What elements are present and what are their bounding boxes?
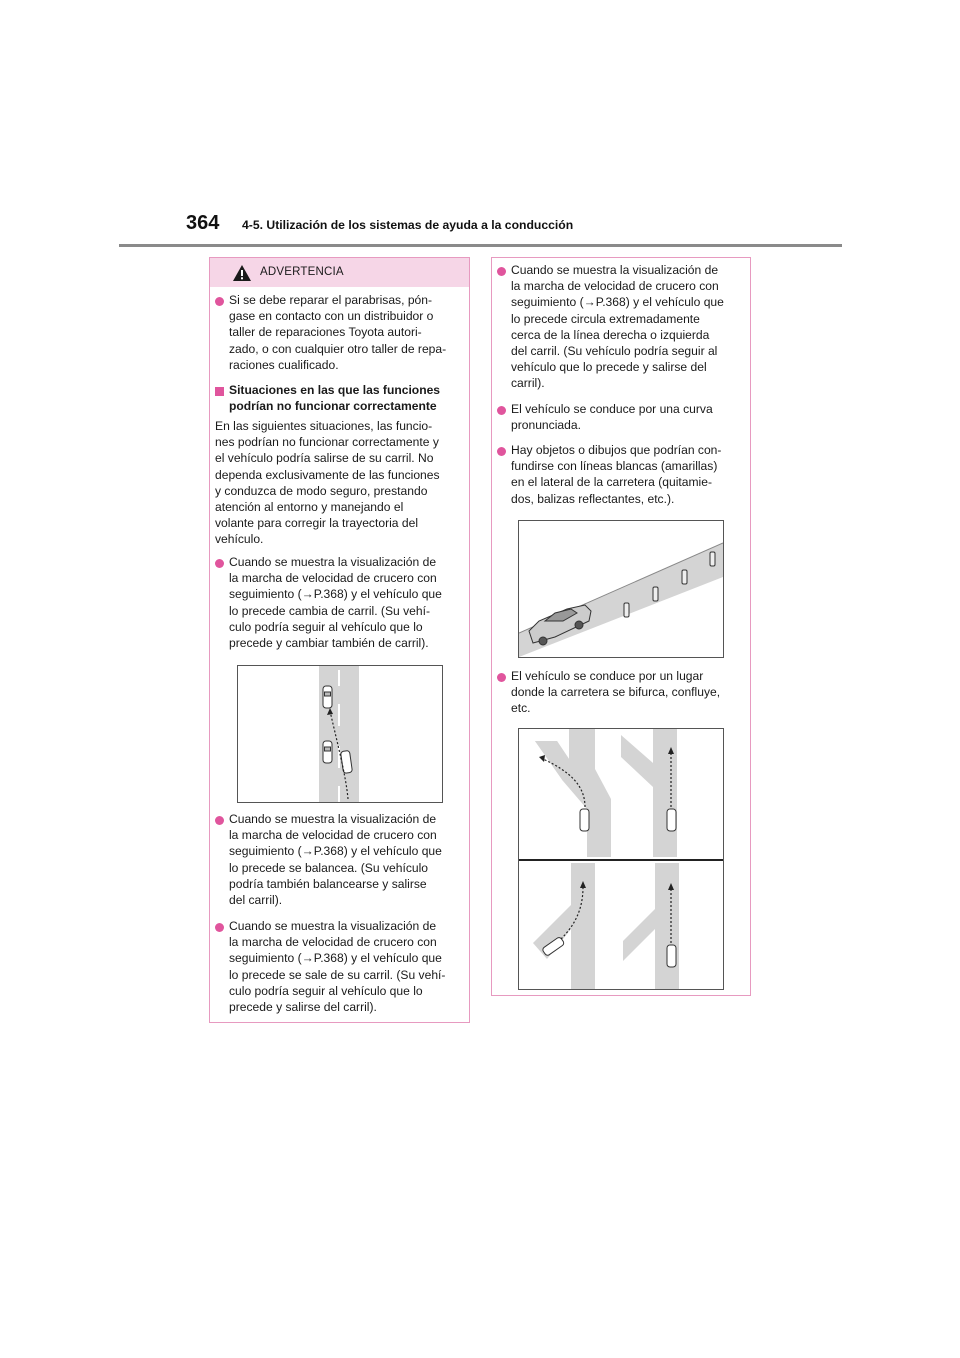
warning-box-left [209, 257, 470, 1023]
figure-road-bollards [518, 520, 724, 658]
warning-item-fork-merge: El vehículo se conduce por un lugar donde la carretera se bifurca, confluye, etc. [511, 669, 721, 716]
warning-title: ADVERTENCIA [260, 266, 344, 278]
figure-fork-merge [518, 728, 724, 990]
bullet-icon [497, 447, 506, 456]
warning-item-swaying: Cuando se muestra la visualización de la marcha de velocidad de crucero con seguimiento (→P.368) y el vehículo que lo precede se balancea. (Su vehículo podría también balancearse y salirse del carril). [229, 812, 442, 908]
warning-item-sharp-curve: El vehículo se conduce por una curva pronunciada. [511, 402, 713, 433]
page-number: 364 [186, 212, 220, 234]
bullet-icon [215, 559, 224, 568]
square-bullet-icon [215, 387, 224, 396]
bullet-icon [215, 923, 224, 932]
bullet-icon [215, 816, 224, 825]
warning-item-leaves-lane: Cuando se muestra la visualización de la marcha de velocidad de crucero con seguimiento (→P.368) y el vehículo que lo precede se sale de su carril. (Su vehí- culo podría seguir al vehículo que lo precede y salirse del carril). [229, 919, 446, 1015]
warning-triangle-icon [232, 264, 252, 282]
intro-paragraph: En las siguientes situaciones, las funcio- nes podrían no funcionar correctamente y el vehículo podría salirse de su carril. No dependa exclusivamente de las funciones y conduzca de modo seguro, prestando atención al entorno y manejando el volante para corregir la trayectoria del vehículo. [215, 419, 440, 547]
header-rule [119, 244, 842, 247]
warning-box-right [491, 257, 751, 996]
warning-item-confusing-objects: Hay objetos o dibujos que podrían con- fundirse con líneas blancas (amarillas) en el lateral de la carretera (quitamie- dos, balizas reflectantes, etc.). [511, 443, 722, 506]
warning-item-windshield: Si se debe reparar el parabrisas, pón- gase en contacto con un distribuidor o taller de reparaciones Toyota autori- zado, o con cualquier otro taller de repa- raciones cualificado. [229, 293, 447, 372]
warning-item-close-to-line: Cuando se muestra la visualización de la marcha de velocidad de crucero con seguimiento (→P.368) y el vehículo que lo precede circula extremadamente cerca de la línea derecha o izquierda del carril. (Su vehículo podría seguir al vehículo que lo precede y salirse del carril). [511, 263, 724, 391]
bullet-icon [497, 267, 506, 276]
warning-item-lane-change: Cuando se muestra la visualización de la marcha de velocidad de crucero con seguimiento (→P.368) y el vehículo que lo precede cambia de carril. (Su vehí- culo podría seguir al vehículo que lo precede y cambiar también de carril). [229, 555, 442, 651]
warning-header [210, 258, 469, 287]
section-title: 4-5. Utilización de los sistemas de ayuda a la conducción [242, 218, 574, 232]
bullet-icon [497, 673, 506, 682]
section-heading: Situaciones en las que las funciones podrían no funcionar correctamente [229, 383, 441, 414]
bullet-icon [215, 297, 224, 306]
figure-lane-change [237, 665, 443, 803]
bullet-icon [497, 406, 506, 415]
